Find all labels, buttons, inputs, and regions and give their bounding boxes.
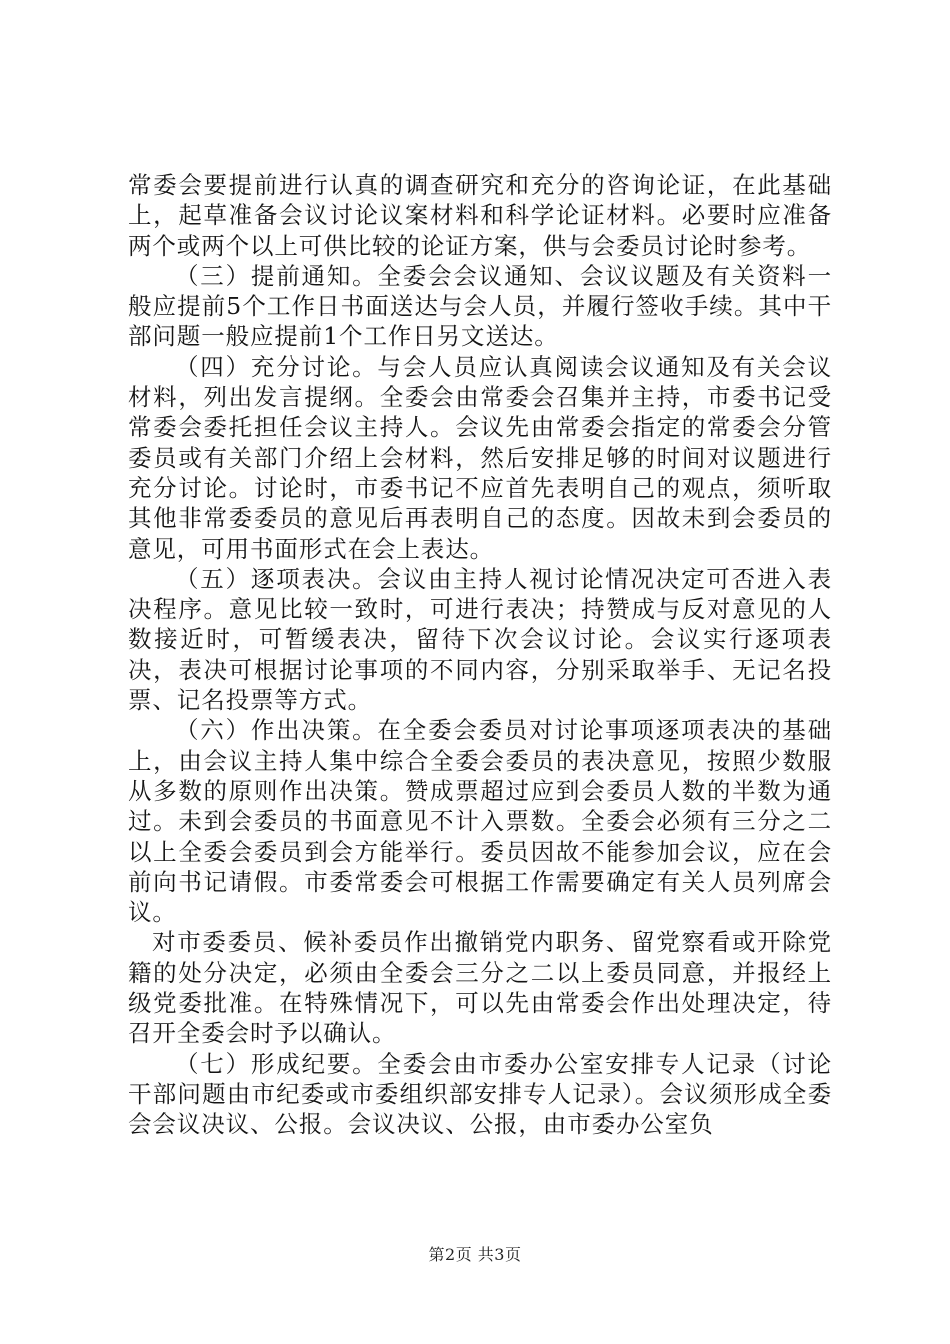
page-number-footer: 第2页 共3页 xyxy=(428,1245,522,1264)
paragraph-section-6: （六）作出决策。在全委会委员对讨论事项逐项表决的基础上，由会议主持人集中综合全委会委员的表决意见，按照少数服从多数的原则作出决策。赞成票超过应到会委员人数的半数为通过。未到会委员的书面意见不计入票数。全委会必须有三分之二以上全委会委员到会方能举行。委员因故不能参加会议，应在会前向书记请假。市委常委会可根据工作需要确定有关人员列席会议。 xyxy=(128,716,832,927)
paragraph-section-3: （三）提前通知。全委会会议通知、会议议题及有关资料一般应提前5个工作日书面送达与会人员，并履行签收手续。其中干部问题一般应提前1个工作日另文送达。 xyxy=(128,261,832,351)
document-body xyxy=(128,170,832,1140)
paragraph-continued-text: 常委会要提前进行认真的调查研究和充分的咨询论证，在此基础上，起草准备会议讨论议案材料和科学论证材料。必要时应准备两个或两个以上可供比较的论证方案，供与会委员讨论时参考。 xyxy=(128,171,832,260)
paragraph-section-5: （五）逐项表决。会议由主持人视讨论情况决定可否进入表决程序。意见比较一致时，可进行表决；持赞成与反对意见的人数接近时，可暂缓表决，留待下次会议讨论。会议实行逐项表决，表决可根据讨论事项的不同内容，分别采取举手、无记名投票、记名投票等方式。 xyxy=(128,564,832,715)
paragraph-disciplinary-decision: 对市委委员、候补委员作出撤销党内职务、留党察看或开除党籍的处分决定，必须由全委会三分之二以上委员同意，并报经上级党委批准。在特殊情况下，可以先由常委会作出处理决定，待召开全委会时予以确认。 xyxy=(128,928,832,1048)
paragraph-section-7: （七）形成纪要。全委会由市委办公室安排专人记录（讨论干部问题由市纪委或市委组织部安排专人记录）。会议须形成全委会会议决议、公报。会议决议、公报，由市委办公室负 xyxy=(128,1049,832,1139)
paragraph-section-4: （四）充分讨论。与会人员应认真阅读会议通知及有关会议材料，列出发言提纲。全委会由常委会召集并主持，市委书记受常委会委托担任会议主持人。会议先由常委会指定的常委会分管委员或有关部门介绍上会材料，然后安排足够的时间对议题进行充分讨论。讨论时，市委书记不应首先表明自己的观点，须听取其他非常委委员的意见后再表明自己的态度。因故未到会委员的意见，可用书面形式在会上表达。 xyxy=(128,352,832,563)
